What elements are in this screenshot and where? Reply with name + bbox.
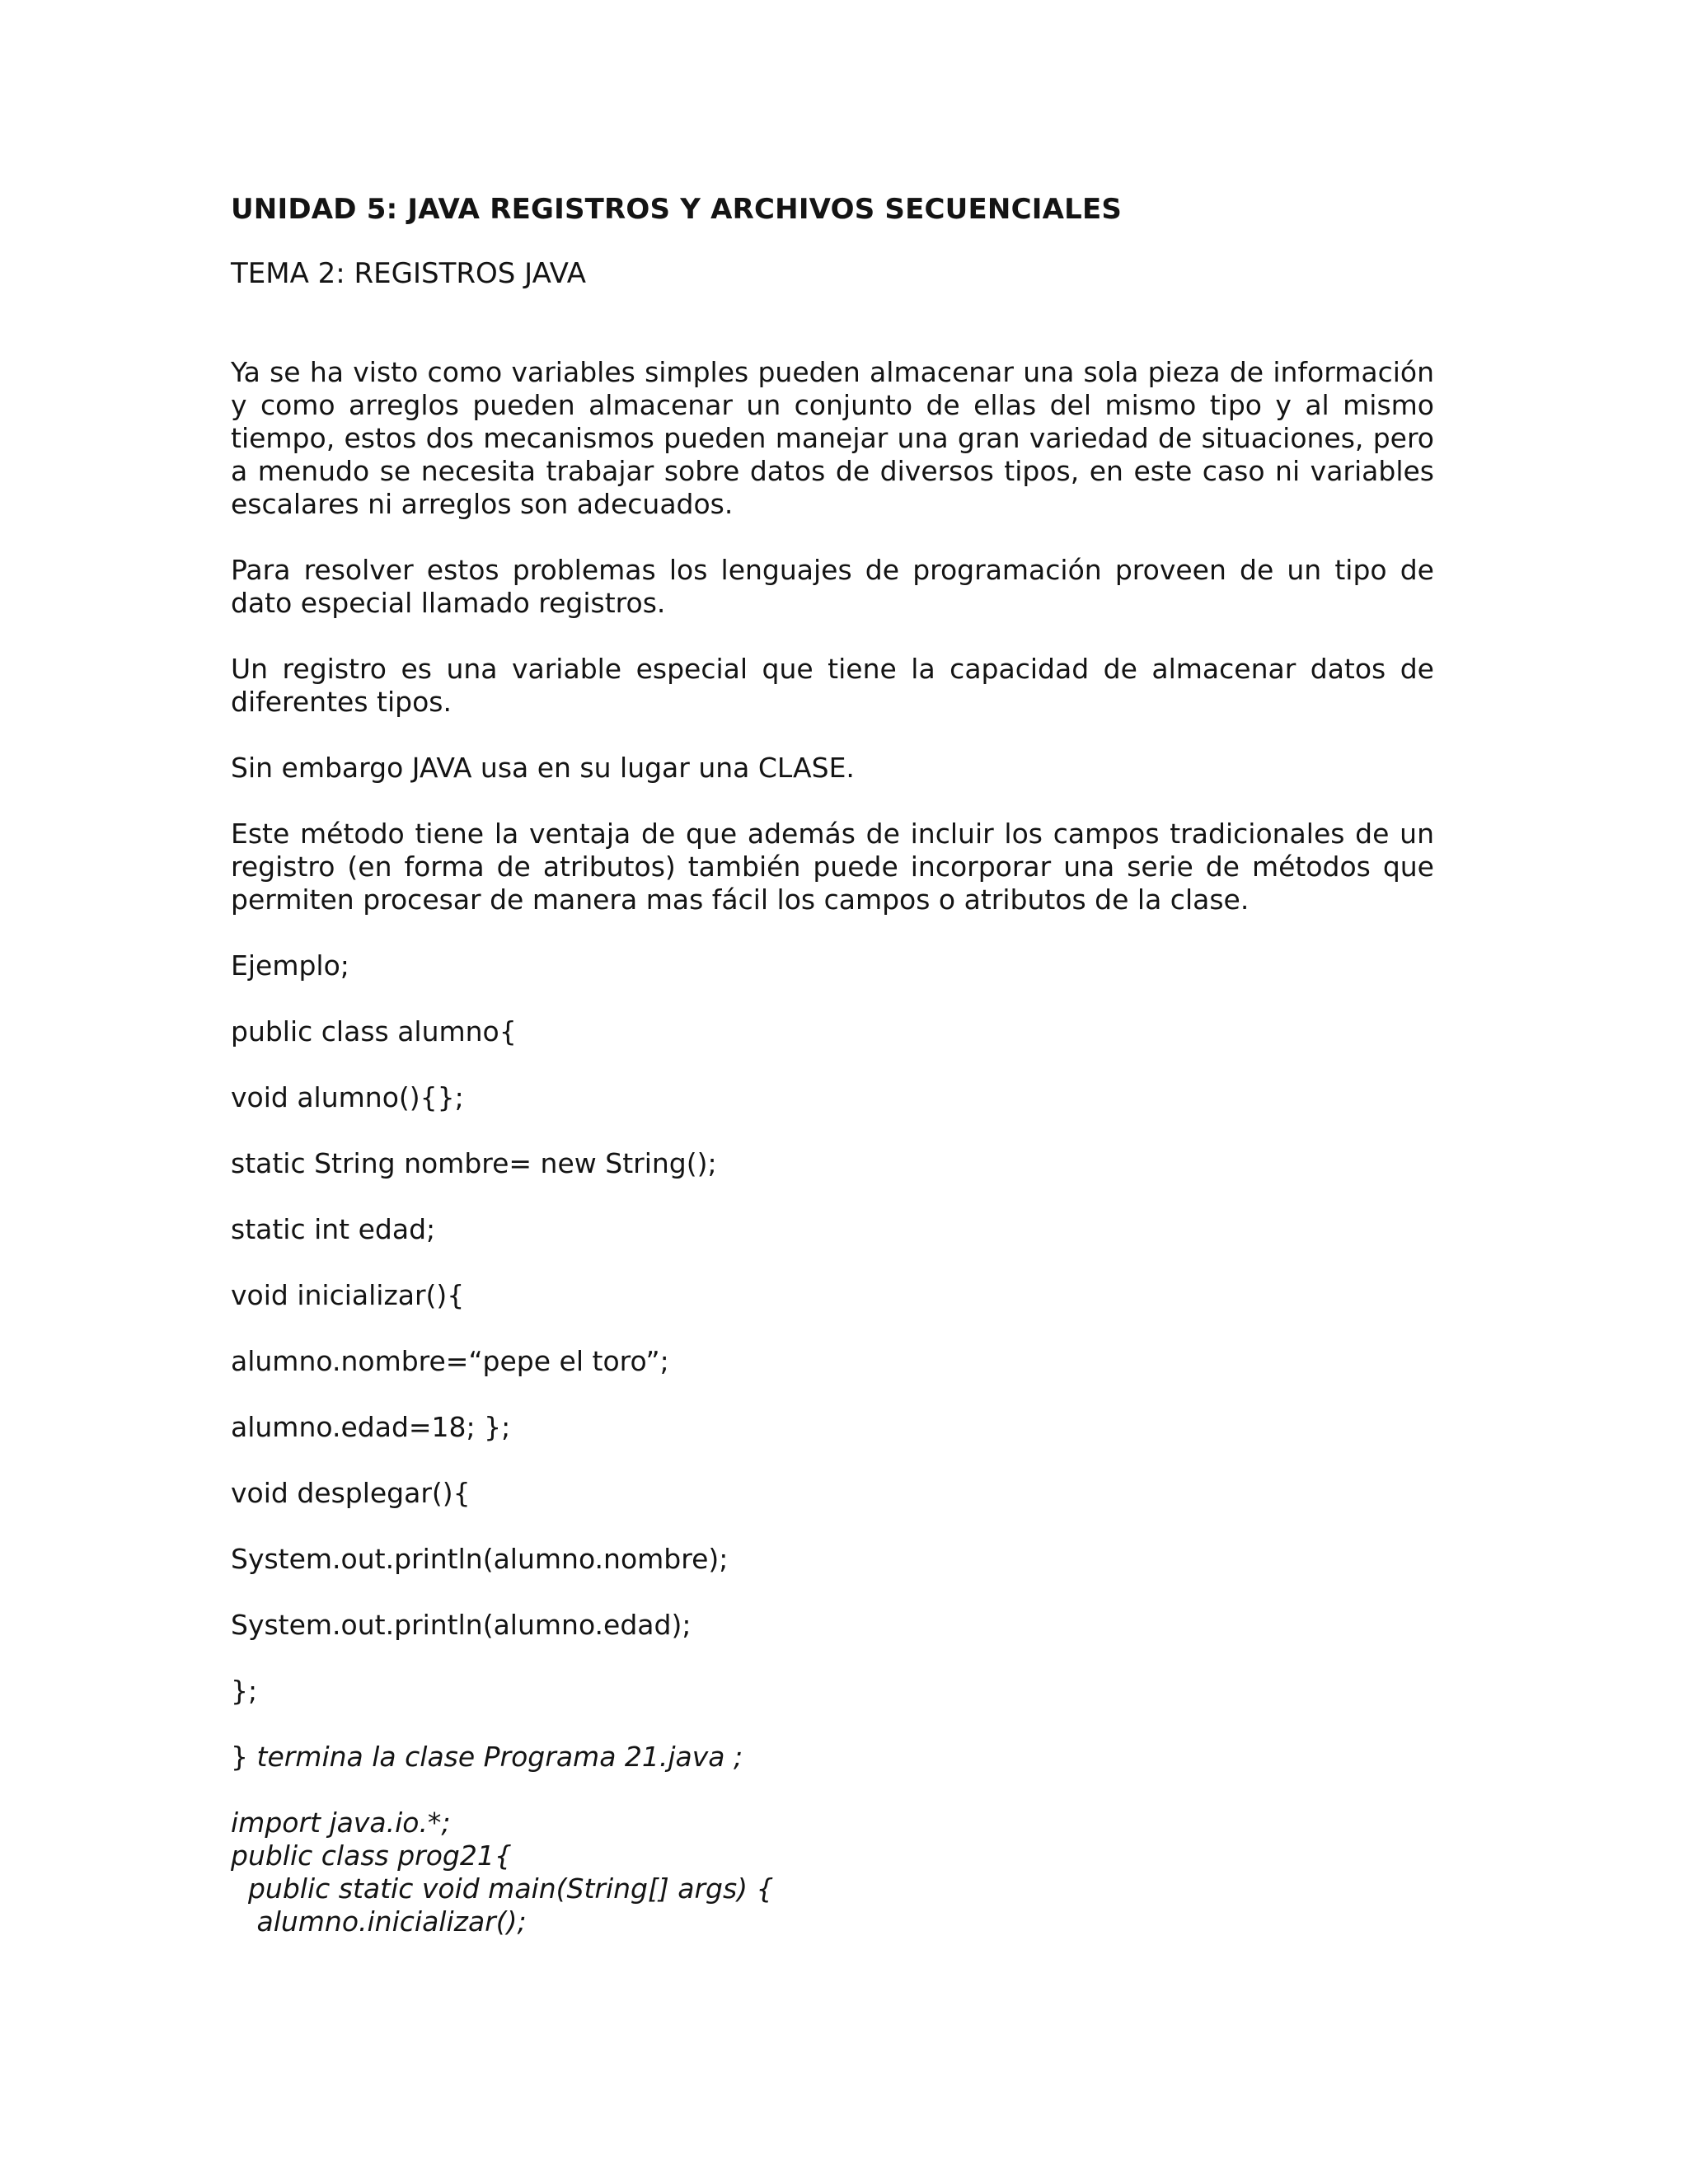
code-line: static String nombre= new String(); [231,1147,717,1179]
unit-title: UNIDAD 5: JAVA REGISTROS Y ARCHIVOS SECUENCIALES [231,193,1123,226]
code-line: public class alumno{ [231,1015,517,1047]
code-line: void alumno(){}; [231,1081,464,1113]
paragraph-java-clase: Sin embargo JAVA usa en su lugar una CLASE. [231,752,855,784]
example-label: Ejemplo; [231,949,349,982]
paragraph-registros: Para resolver estos problemas los lenguajes de programación proveen de un tipo de dato especial llamado registros. [231,554,1434,619]
code-line: System.out.println(alumno.edad); [231,1609,692,1641]
code-line: alumno.nombre=“pepe el toro”; [231,1345,669,1377]
code-line: void inicializar(){ [231,1279,465,1311]
document-page [231,190,1434,1938]
code-line: System.out.println(alumno.nombre); [231,1543,729,1575]
paragraph-metodo-ventaja: Este método tiene la ventaja de que además de incluir los campos tradicionales de un registro (en forma de atributos) también puede incorporar una serie de métodos que permiten procesar de manera mas fácil los campos o atributos de la clase. [231,818,1434,916]
program-code-listing [231,1807,1434,1938]
paragraph-registro-definition: Un registro es una variable especial que tiene la capacidad de almacenar datos de diferentes tipos. [231,653,1434,718]
code-line: alumno.edad=18; }; [231,1411,511,1443]
paragraph-intro: Ya se ha visto como variables simples pueden almacenar una sola pieza de información y como arreglos pueden almacenar un conjunto de ellas del mismo tipo y al mismo tiempo, estos dos mecanismos pueden manejar una gran variedad de situaciones, pero a menudo se necesita trabajar sobre datos de diversos tipos, en este caso ni variables escalares ni arreglos son adecuados. [231,356,1434,520]
class-end-line [231,1741,1434,1774]
code-line: void desplegar(){ [231,1477,471,1509]
code-line: public class prog21{ [231,1840,512,1872]
topic-title: TEMA 2: REGISTROS JAVA [231,257,587,290]
class-code-listing [231,1015,1434,1774]
code-line: static int edad; [231,1213,436,1245]
class-end-comment: termina la clase Programa 21.java ; [256,1741,743,1773]
code-line: }; [231,1675,258,1707]
code-line: import java.io.*; [231,1807,451,1839]
code-line: alumno.inicializar(); [231,1905,527,1938]
class-end-brace: } [231,1741,257,1773]
code-line: public static void main(String[] args) { [231,1872,774,1905]
